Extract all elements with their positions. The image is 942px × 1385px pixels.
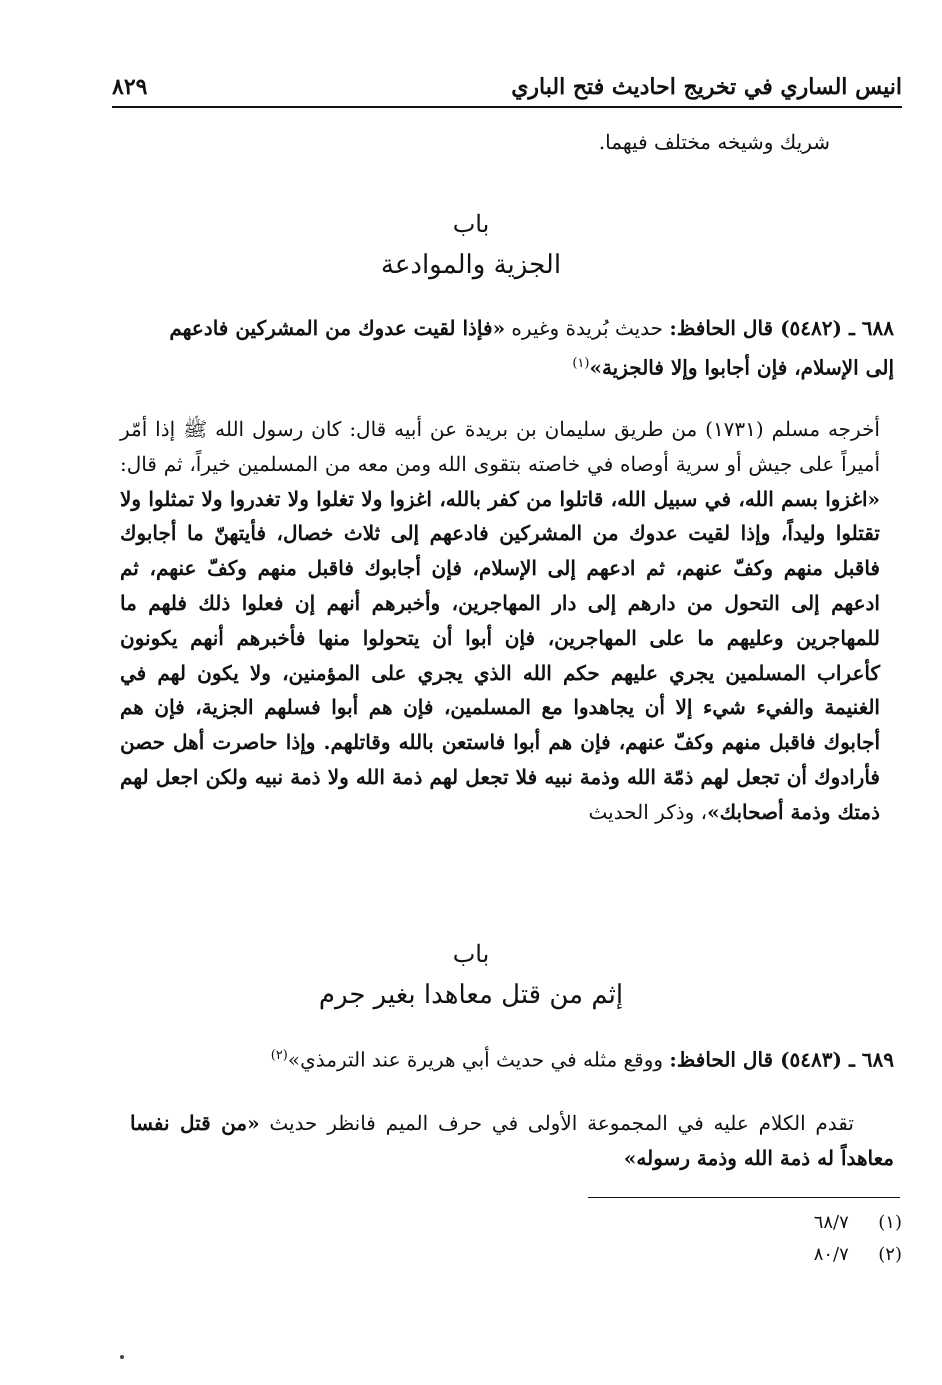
footnote-1 (814, 1212, 902, 1233)
hadith-688-line2 (572, 346, 894, 386)
takhrij-688-paragraph (120, 412, 880, 830)
footnote-ref-2: (٢) (270, 1048, 288, 1063)
footnote-2-text: ٨٠/٧ (813, 1244, 849, 1265)
hadith-689-number: ٦٨٩ ـ (٥٤٨٣) قال الحافظ: (669, 1047, 894, 1072)
hadith-688-quote: «فإذا لقيت عدوك من المشركين فادعهم (169, 316, 506, 340)
footnote-divider (588, 1197, 900, 1198)
takhrij-689-plain: تقدم الكلام عليه في المجموعة الأولى في حرف الميم فانظر حديث (259, 1111, 854, 1135)
intro-line: شريك وشيخه مختلف فيهما. (598, 130, 830, 154)
footnote-1-text: ٦٨/٧ (813, 1212, 849, 1233)
takhrij-688-end: ، وذكر الحديث (588, 799, 708, 824)
hadith-689-line (271, 1038, 894, 1078)
page-number: ٨٢٩ (112, 74, 148, 100)
hadith-689-text: ووقع مثله في حديث أبي هريرة عند الترمذي» (287, 1047, 670, 1072)
hadith-688-line1 (169, 310, 894, 346)
running-header (112, 62, 902, 108)
footnote-ref-1: (١) (572, 356, 590, 371)
section2-bab: باب (452, 940, 490, 968)
takhrij-688-plain: أخرجه مسلم (١٧٣١) من طريق سليمان بن بريدة عن أبيه قال: كان رسول الله ﷺ إذا أمّر أميراً على جيش أو سرية أوصاه في خاصته بتقوى الله ومن معه من المسلمين خيراً، ثم قال: (120, 417, 880, 476)
book-title: انيس الساري في تخريج احاديث فتح الباري (511, 74, 902, 100)
section2-title: إثم من قتل معاهدا بغير جرم (318, 980, 624, 1010)
takhrij-689-hadith-text: «من قتل نفسا معاهداً له ذمة الله وذمة رسوله» (130, 1111, 894, 1170)
hadith-688-intro: حديث بُريدة وغيره (505, 316, 670, 340)
footnote-2-number: (٢) (878, 1244, 902, 1265)
section1-bab: باب (452, 210, 490, 238)
takhrij-689-paragraph (130, 1106, 894, 1176)
footnote-2 (814, 1244, 902, 1265)
footnote-1-number: (١) (878, 1212, 902, 1233)
scan-speck (120, 1355, 124, 1359)
takhrij-688-hadith-text: «اغزوا بسم الله، في سبيل الله، قاتلوا من كفر بالله، اغزوا ولا تغلوا ولا تغدروا ولا تمثلوا ولا تقتلوا وليداً، وإذا لقيت عدوك من المشركين فادعهم إلى ثلاث خصال، فأيتهنّ ما أجابوك فاقبل منهم وكفّ عنهم، ثم ادعهم إلى الإسلام، فإن أجابوك فاقبل منهم وكفّ عنهم، ثم ادعهم إلى التحول من دارهم إلى دار المهاجرين، وأخبرهم أنهم إن فعلوا ذلك فلهم ما للمهاجرين وعليهم ما على المهاجرين، فإن أبوا أن يتحولوا منها فأخبرهم أنهم يكونون كأعراب المسلمين يجري عليهم حكم الله الذي يجري على المؤمنين، ولا يكون لهم في الغنيمة والفيء شيء إلا أن يجاهدوا مع المسلمين، فإن هم أبوا فسلهم الجزية، فإن هم أجابوك فاقبل منهم وكفّ عنهم، فإن هم أبوا فاستعن بالله وقاتلهم. وإذا حاصرت أهل حصن فأرادوك أن تجعل لهم ذمّة الله وذمة نبيه فلا تجعل لهم ذمة الله ولا ذمة نبيه ولكن اجعل لهم ذمتك وذمة أصحابك» (120, 486, 880, 824)
hadith-688-number: ٦٨٨ ـ (٥٤٨٢) قال الحافظ: (669, 316, 894, 340)
hadith-688-quote-end: إلى الإسلام، فإن أجابوا وإلا فالجزية» (589, 355, 894, 380)
section1-title: الجزية والموادعة (380, 250, 562, 280)
